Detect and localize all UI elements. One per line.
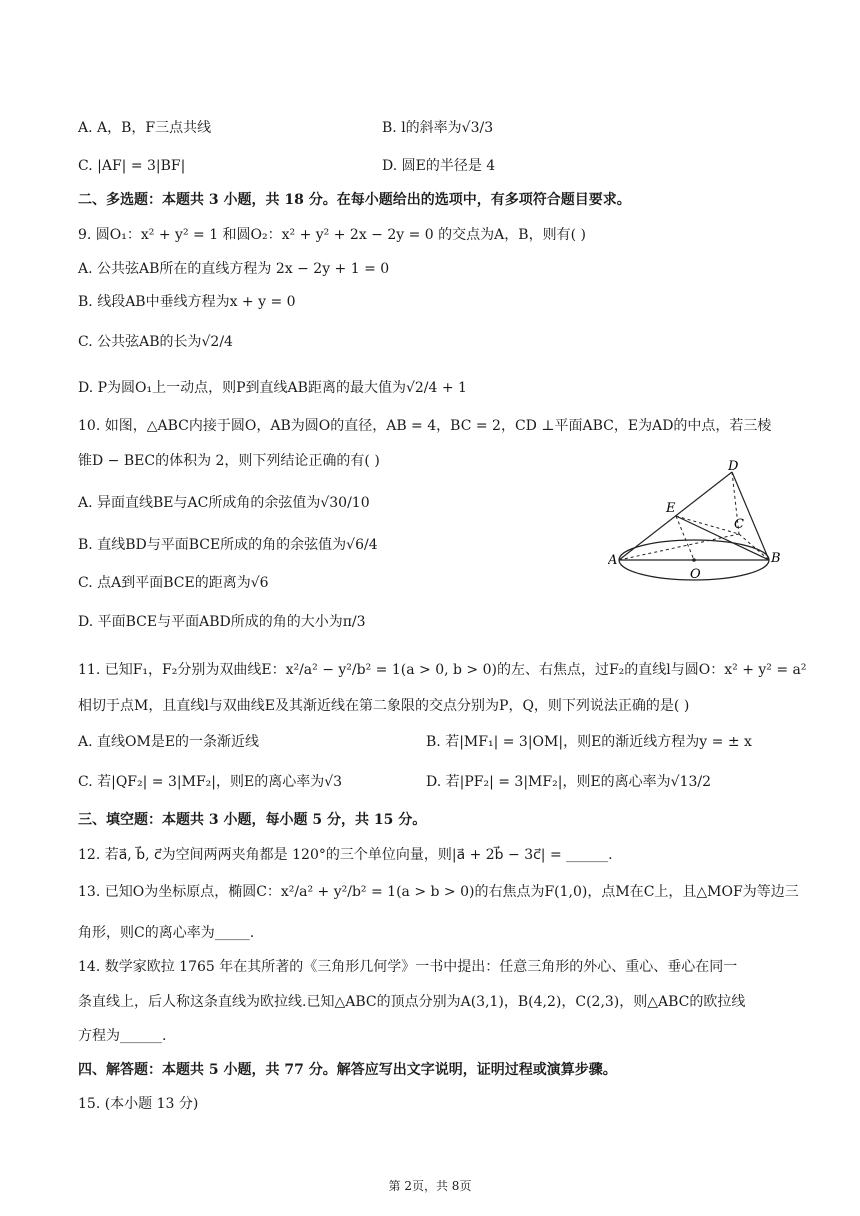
section2-heading: 二、多选题：本题共 3 小题，共 18 分。在每小题给出的选项中，有多项符合题目要求。 bbox=[78, 192, 631, 208]
q9-option-a: A. 公共弦AB所在的直线方程为 2x − 2y + 1 = 0 bbox=[78, 261, 390, 277]
label-o: O bbox=[690, 567, 701, 582]
section3-heading: 三、填空题：本题共 3 小题，每小题 5 分，共 15 分。 bbox=[78, 812, 427, 828]
q12-stem: 12. 若a⃗, b⃗, c⃗为空间两两夹角都是 120°的三个单位向量，则|a⃗ + 2b⃗ − 3c⃗| = ______. bbox=[78, 847, 613, 863]
q11-option-d: D. 若|PF₂| = 3|MF₂|，则E的离心率为√13/2 bbox=[426, 774, 712, 790]
section4-heading: 四、解答题：本题共 5 小题，共 77 分。解答应写出文字说明，证明过程或演算步骤。 bbox=[78, 1062, 617, 1078]
q11-stem-line2: 相切于点M，且直线l与双曲线E及其渐近线在第二象限的交点分别为P，Q，则下列说法正确的是( ) bbox=[78, 698, 690, 714]
q14-line2: 条直线上，后人称这条直线为欧拉线.已知△ABC的顶点分别为A(3,1)，B(4,2)，C(2,3)，则△ABC的欧拉线 bbox=[78, 994, 746, 1010]
q9-option-d: D. P为圆O₁上一动点，则P到直线AB距离的最大值为√2/4 + 1 bbox=[78, 380, 467, 396]
q10-option-d: D. 平面BCE与平面ABD所成的角的大小为π/3 bbox=[78, 614, 366, 630]
label-e: E bbox=[666, 501, 676, 516]
label-a: A bbox=[608, 553, 618, 568]
q10-option-b: B. 直线BD与平面BCE所成的角的余弦值为√6/4 bbox=[78, 537, 378, 553]
label-c: C bbox=[734, 517, 744, 532]
q9-option-c: C. 公共弦AB的长为√2/4 bbox=[78, 334, 233, 350]
q10-option-a: A. 异面直线BE与AC所成角的余弦值为√30/10 bbox=[78, 495, 370, 511]
q11-option-a: A. 直线OM是E的一条渐近线 bbox=[78, 734, 260, 750]
label-d: D bbox=[728, 459, 739, 474]
q11-option-c: C. 若|QF₂| = 3|MF₂|，则E的离心率为√3 bbox=[78, 774, 343, 790]
q9-option-b: B. 线段AB中垂线方程为x + y = 0 bbox=[78, 294, 296, 310]
segment-ad bbox=[619, 472, 732, 560]
q13-line2: 角形，则C的离心率为_____. bbox=[78, 925, 255, 941]
q15-heading: 15. (本小题 13 分) bbox=[78, 1096, 199, 1112]
q14-line3: 方程为______. bbox=[78, 1028, 167, 1044]
q8-option-d: D. 圆E的半径是 4 bbox=[382, 158, 496, 174]
q11-stem-line1: 11. 已知F₁，F₂分别为双曲线E：x²/a² − y²/b² = 1(a > 0, b > 0)的左、右焦点，过F₂的直线l与圆O：x² + y² = a² bbox=[78, 662, 807, 678]
q9-stem: 9. 圆O₁：x² + y² = 1 和圆O₂：x² + y² + 2x − 2y = 0 的交点为A，B，则有( ) bbox=[78, 227, 586, 243]
q13-line1: 13. 已知O为坐标原点，椭圆C：x²/a² + y²/b² = 1(a > b > 0)的右焦点为F(1,0)，点M在C上，且△MOF为等边三 bbox=[78, 884, 799, 900]
center-o-dot bbox=[692, 558, 696, 562]
q10-stem-line2: 锥D − BEC的体积为 2，则下列结论正确的有( ) bbox=[78, 453, 380, 469]
label-b: B bbox=[771, 551, 781, 566]
page-footer: 第 2页，共 8页 bbox=[388, 1179, 472, 1193]
q8-option-b: B. l的斜率为√3/3 bbox=[382, 120, 494, 136]
q11-option-b: B. 若|MF₁| = 3|OM|，则E的渐近线方程为y = ± x bbox=[426, 734, 752, 750]
pyramid-figure bbox=[608, 456, 788, 584]
q14-line1: 14. 数学家欧拉 1765 年在其所著的《三角形几何学》一书中提出：任意三角形的外心、重心、垂心在同一 bbox=[78, 959, 738, 975]
segment-cb bbox=[739, 534, 769, 560]
q8-option-c: C. |AF| = 3|BF| bbox=[78, 158, 186, 174]
q10-stem-line1: 10. 如图，△ABC内接于圆O，AB为圆O的直径，AB = 4，BC = 2，CD ⊥平面ABC，E为AD的中点，若三棱 bbox=[78, 418, 772, 434]
q10-option-c: C. 点A到平面BCE的距离为√6 bbox=[78, 575, 269, 591]
q8-option-a: A. A，B，F三点共线 bbox=[78, 120, 212, 136]
segment-eb bbox=[676, 516, 769, 560]
